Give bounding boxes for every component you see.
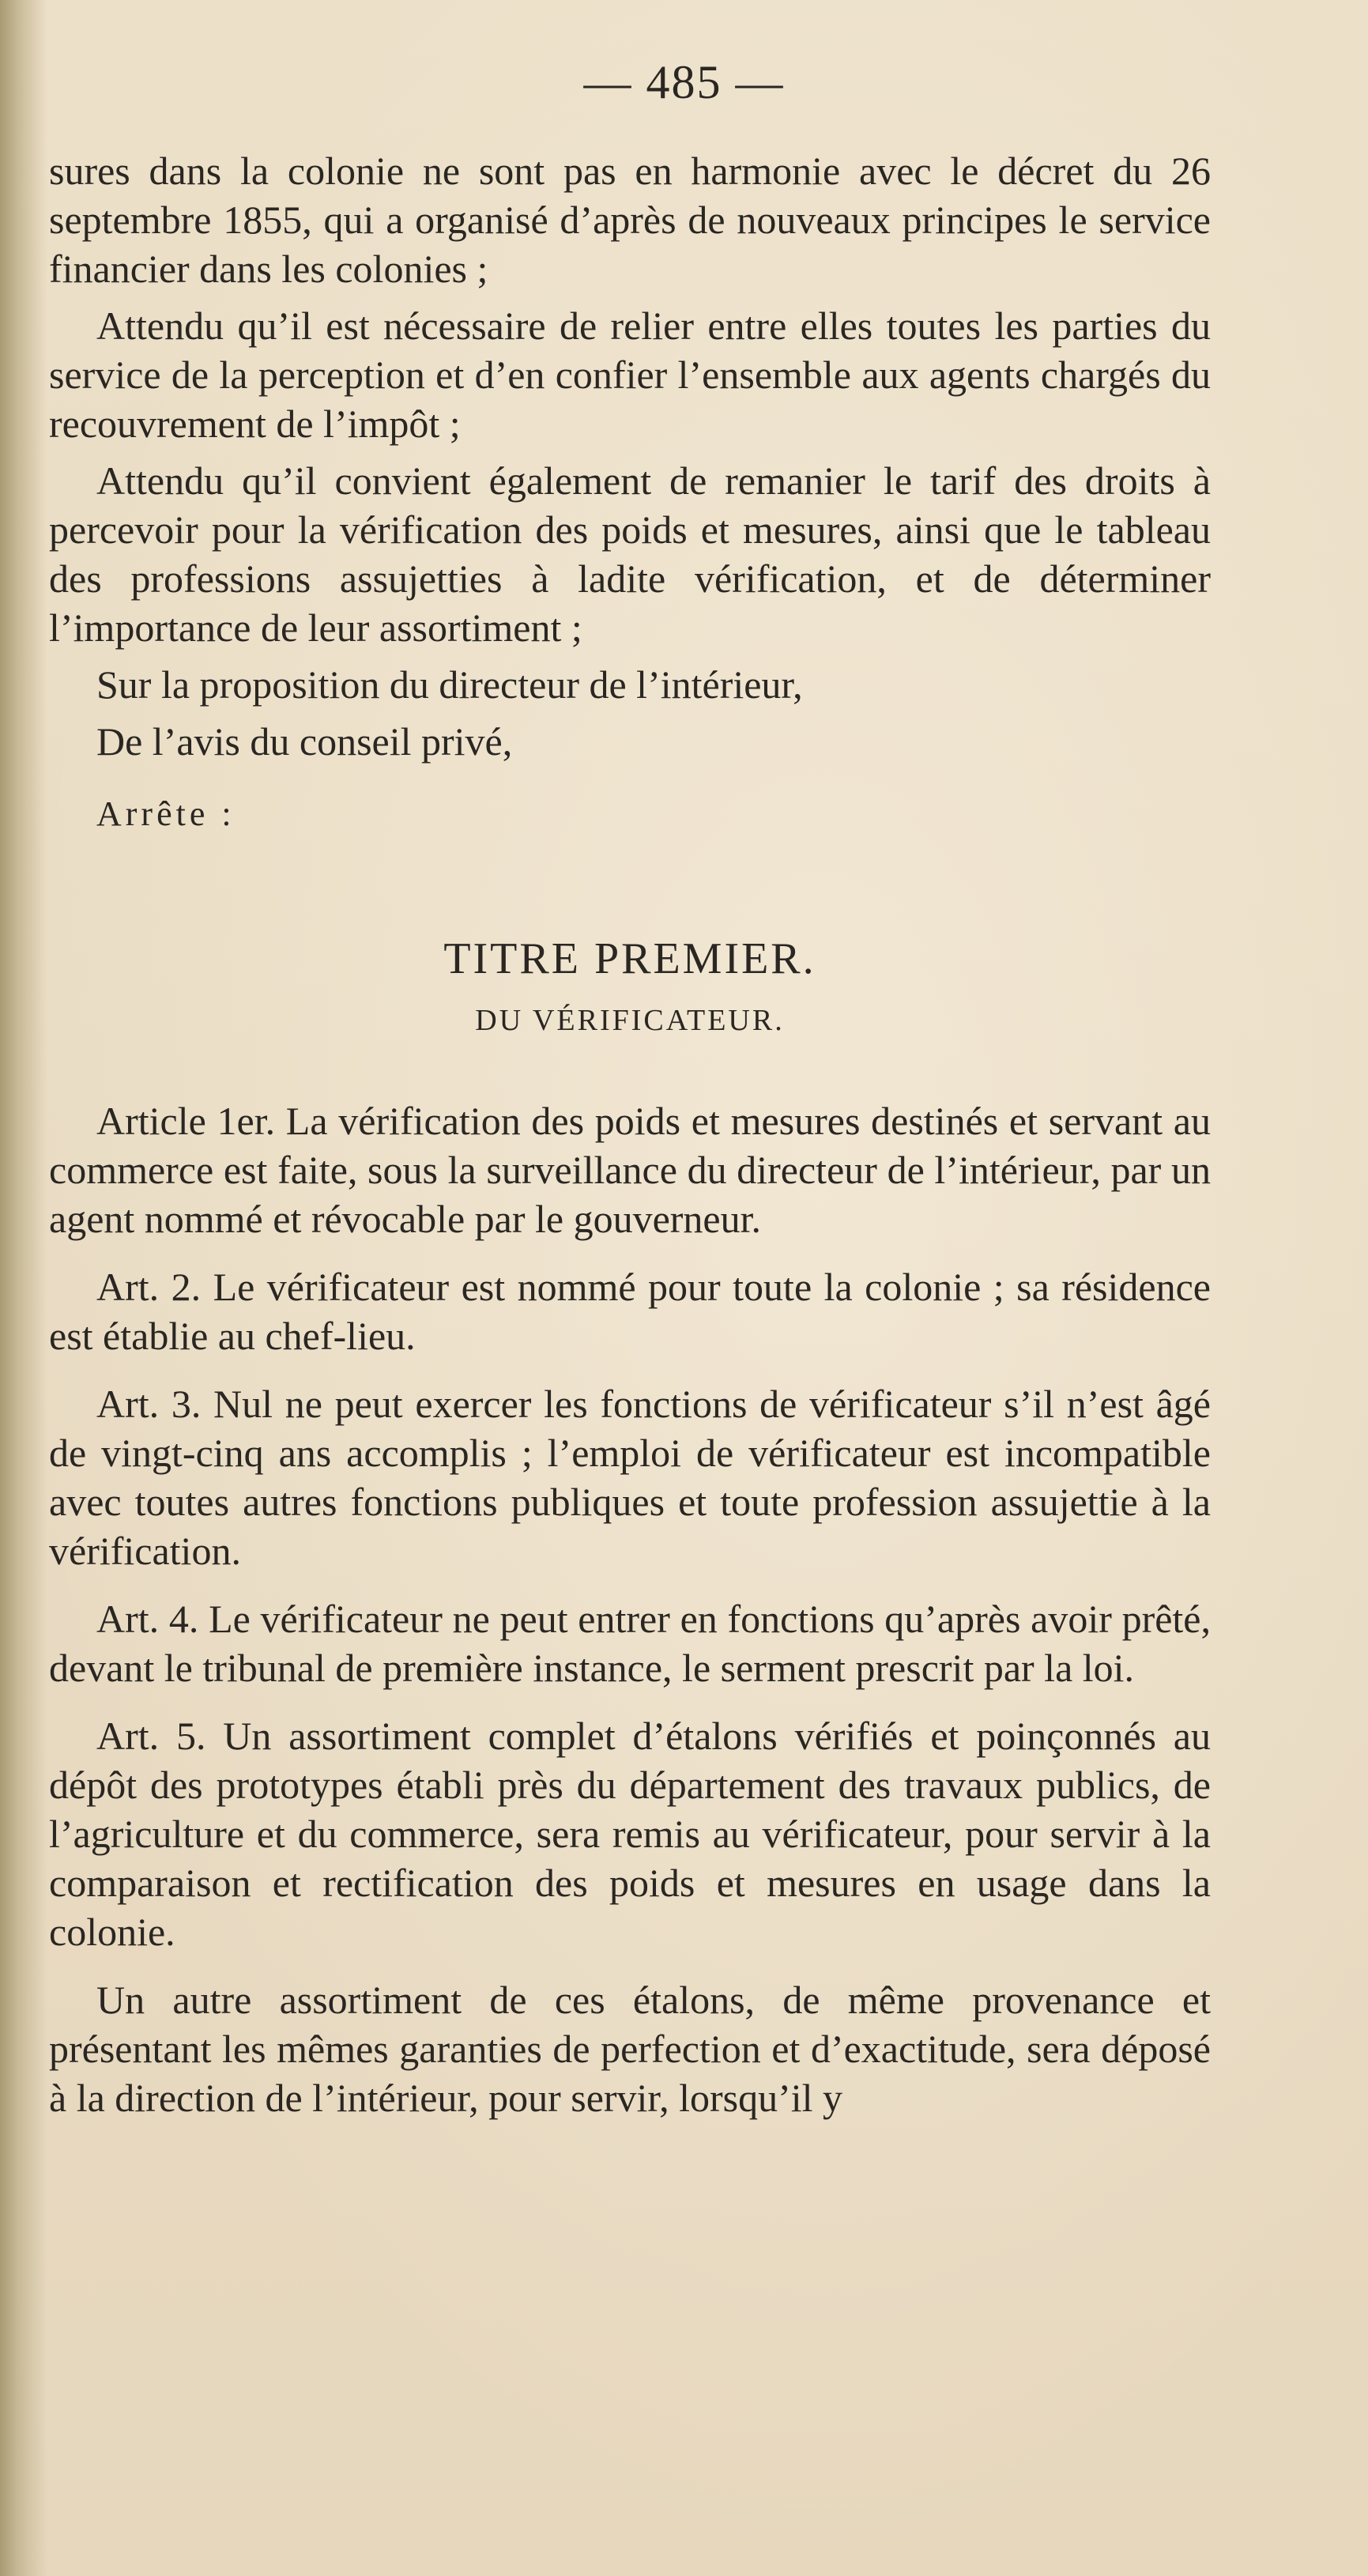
page-number: — 485 —: [583, 56, 785, 108]
article-2: Art. 2. Le vérificateur est nommé pour toute la colonie ; sa résidence est établie au chef-lieu.: [49, 1265, 1211, 1358]
body-text: [49, 146, 1211, 2122]
paragraph-proposition: Sur la proposition du directeur de l’intérieur,: [96, 662, 803, 707]
article-1: Article 1er. La vérification des poids et mesures destinés et servant au commerce est faite, sous la surveillance du directeur de l’intérieur, par un agent nommé et révocable par le gouverneur.: [49, 1099, 1211, 1241]
article-3: Art. 3. Nul ne peut exercer les fonctions de vérificateur s’il n’est âgé de vingt-cinq ans accomplis ; l’emploi de vérificateur est incompatible avec toutes autres fonctions publiques et toute profession assujettie à la vérification.: [49, 1382, 1211, 1573]
article-4: Art. 4. Le vérificateur ne peut entrer en fonctions qu’après avoir prêté, devant le tribunal de première instance, le serment prescrit par la loi.: [49, 1597, 1211, 1690]
paragraph-attendu-tarif: Attendu qu’il convient également de remanier le tarif des droits à percevoir pour la vérification des poids et mesures, ainsi que le tableau des professions assujetties à ladite vérification, et de déterminer l’importance de leur assortiment ;: [49, 458, 1211, 650]
section-title: TITRE PREMIER.: [443, 934, 816, 983]
arrete-heading: Arrête :: [96, 794, 236, 833]
paragraph-attendu-perception: Attendu qu’il est nécessaire de relier entre elles toutes les parties du service de la perception et d’en confier l’ensemble aux agents chargés du recouvrement de l’impôt ;: [49, 304, 1211, 446]
section-subtitle: DU VÉRIFICATEUR.: [475, 1004, 785, 1037]
article-5-continued: Un autre assortiment de ces étalons, de même provenance et présentant les mêmes garanties de perfection et d’exactitude, sera déposé à la direction de l’intérieur, pour servir, lorsqu’il y: [49, 1978, 1211, 2120]
paragraph-avis: De l’avis du conseil privé,: [96, 719, 513, 764]
paragraph-continuation: sures dans la colonie ne sont pas en harmonie avec le décret du 26 septembre 1855, qui a organisé d’après de nouveaux principes le service financier dans les colonies ;: [49, 149, 1211, 291]
article-5: Art. 5. Un assortiment complet d’étalons vérifiés et poinçonnés au dépôt des prototypes établi près du département des travaux publics, de l’agriculture et du commerce, sera remis au vérificateur, pour servir à la comparaison et rectification des poids et mesures en usage dans la colonie.: [49, 1714, 1211, 1954]
